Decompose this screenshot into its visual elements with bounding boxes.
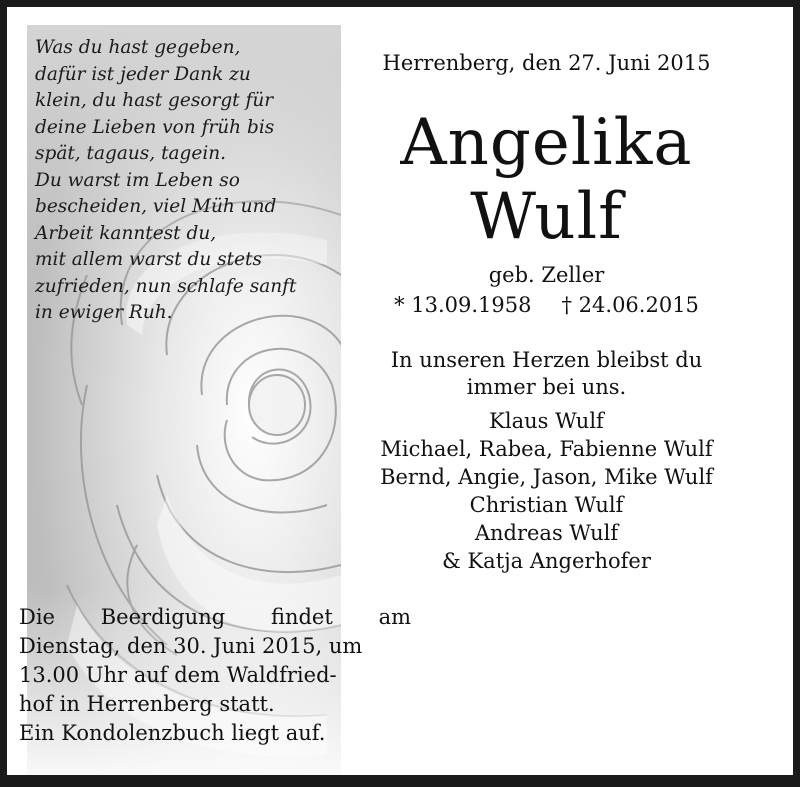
mourner-name: Andreas Wulf (474, 521, 619, 545)
motto (359, 347, 734, 401)
birth-date: * 13.09.1958 (394, 293, 532, 317)
funeral-line: hof in Herrenberg statt. (19, 692, 275, 716)
motto-line: immer bei uns. (466, 375, 627, 399)
funeral-notice (19, 603, 411, 748)
mourner-name: Bernd, Angie, Jason, Mike Wulf (380, 465, 713, 489)
funeral-line: Dienstag, den 30. Juni 2015, um (19, 634, 363, 658)
place-date: Herrenberg, den 27. Juni 2015 (382, 51, 711, 75)
mourner-name: Klaus Wulf (489, 409, 604, 433)
mourner-name: Christian Wulf (469, 493, 624, 517)
obituary-card (7, 7, 793, 775)
motto-line: In unseren Herzen bleibst du (390, 348, 703, 372)
mourner-name: Michael, Rabea, Fabienne Wulf (380, 437, 713, 461)
poem-text: Was du hast gegeben, dafür ist jeder Dank zu klein, du hast gesorgt für deine Lieben von früh bis spät, tagaus, tagein. Du warst im Leben so bescheiden, viel Müh und Arbeit kanntest du, mit allem warst du stets zufrieden, nun schlafe sanft in ewiger Ruh. (35, 37, 297, 323)
mourners-list (359, 407, 734, 575)
birth-name: geb. Zeller (488, 263, 605, 287)
life-dates (359, 293, 734, 317)
mourner-name: & Katja Angerhofer (442, 549, 651, 573)
last-name: Wulf (470, 180, 623, 254)
first-name: Angelika (400, 106, 693, 180)
funeral-line: Ein Kondolenzbuch liegt auf. (19, 721, 326, 745)
funeral-line: 13.00 Uhr auf dem Waldfried- (19, 663, 337, 687)
death-date: † 24.06.2015 (561, 293, 699, 317)
funeral-line: Die Beerdigung findet am (19, 605, 411, 629)
